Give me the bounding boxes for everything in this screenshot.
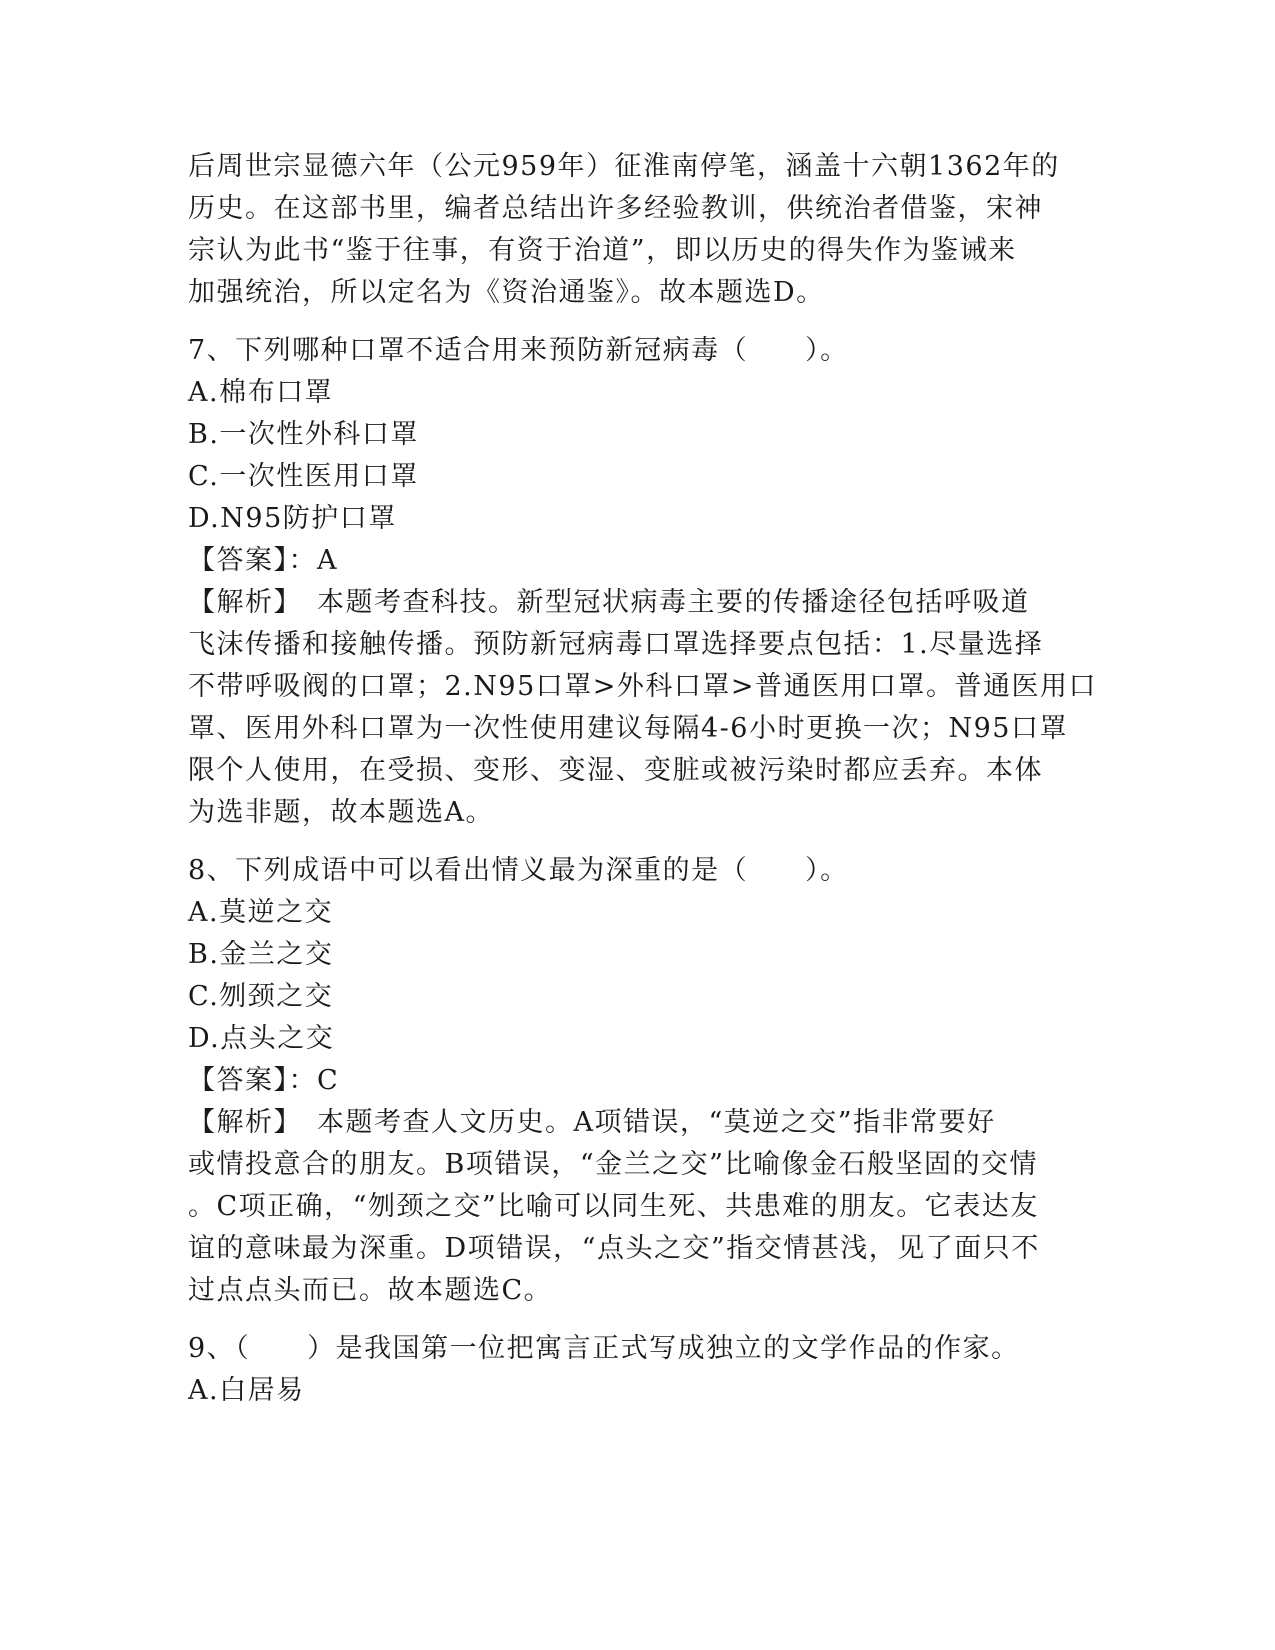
analysis-line: 飞沫传播和接触传播。预防新冠病毒口罩选择要点包括：1.尽量选择	[188, 629, 1044, 660]
analysis-line: 限个人使用，在受损、变形、变湿、变脏或被污染时都应丢弃。本体	[188, 755, 1043, 786]
document-page	[188, 146, 1097, 1412]
analysis-line: 为选非题，故本题选A。	[188, 797, 494, 828]
option-c: C.一次性医用口罩	[188, 461, 419, 492]
option-d: D.N95防护口罩	[188, 503, 397, 534]
analysis-line: 【解析】 本题考查科技。新型冠状病毒主要的传播途径包括呼吸道	[188, 587, 1030, 618]
analysis-line: 。C项正确，“刎颈之交”比喻可以同生死、共患难的朋友。它表达友	[188, 1191, 1039, 1222]
analysis-line: 后周世宗显德六年（公元959年）征淮南停笔，涵盖十六朝1362年的	[188, 151, 1060, 182]
analysis-line: 谊的意味最为深重。D项错误，“点头之交”指交情甚浅，见了面只不	[188, 1233, 1040, 1264]
option-a: A.棉布口罩	[188, 377, 334, 408]
question-7	[188, 330, 1097, 834]
question-stem: 7、下列哪种口罩不适合用来预防新冠病毒（ ）。	[188, 335, 849, 366]
analysis-line: 历史。在这部书里，编者总结出许多经验教训，供统治者借鉴，宋神	[188, 193, 1043, 224]
question-stem: 8、下列成语中可以看出情义最为深重的是（ ）。	[188, 855, 849, 886]
option-c: C.刎颈之交	[188, 981, 334, 1012]
option-b: B.一次性外科口罩	[188, 419, 419, 450]
option-d: D.点头之交	[188, 1023, 335, 1054]
option-b: B.金兰之交	[188, 939, 334, 970]
question-9	[188, 1328, 1088, 1412]
analysis-line: 不带呼吸阀的口罩；2.N95口罩>外科口罩>普通医用口罩。普通医用口	[188, 671, 1097, 702]
analysis-line: 加强统治，所以定名为《资治通鉴》。故本题选D。	[188, 277, 825, 308]
answer-label: 【答案】：C	[188, 1065, 340, 1096]
analysis-line: 罩、医用外科口罩为一次性使用建议每隔4-6小时更换一次；N95口罩	[188, 713, 1068, 744]
analysis-line: 宗认为此书“鉴于往事，有资于治道”，即以历史的得失作为鉴诫来	[188, 235, 1017, 266]
question-8	[188, 850, 1088, 1312]
analysis-line: 【解析】 本题考查人文历史。A项错误，“莫逆之交”指非常要好	[188, 1107, 996, 1138]
previous-analysis-continuation	[188, 146, 1088, 314]
analysis-line: 过点点头而已。故本题选C。	[188, 1275, 553, 1306]
option-a: A.莫逆之交	[188, 897, 334, 928]
option-a: A.白居易	[188, 1375, 305, 1406]
answer-label: 【答案】：A	[188, 545, 338, 576]
analysis-line: 或情投意合的朋友。B项错误，“金兰之交”比喻像金石般坚固的交情	[188, 1149, 1038, 1180]
question-stem: 9、（ ）是我国第一位把寓言正式写成独立的文学作品的作家。	[188, 1333, 1020, 1364]
